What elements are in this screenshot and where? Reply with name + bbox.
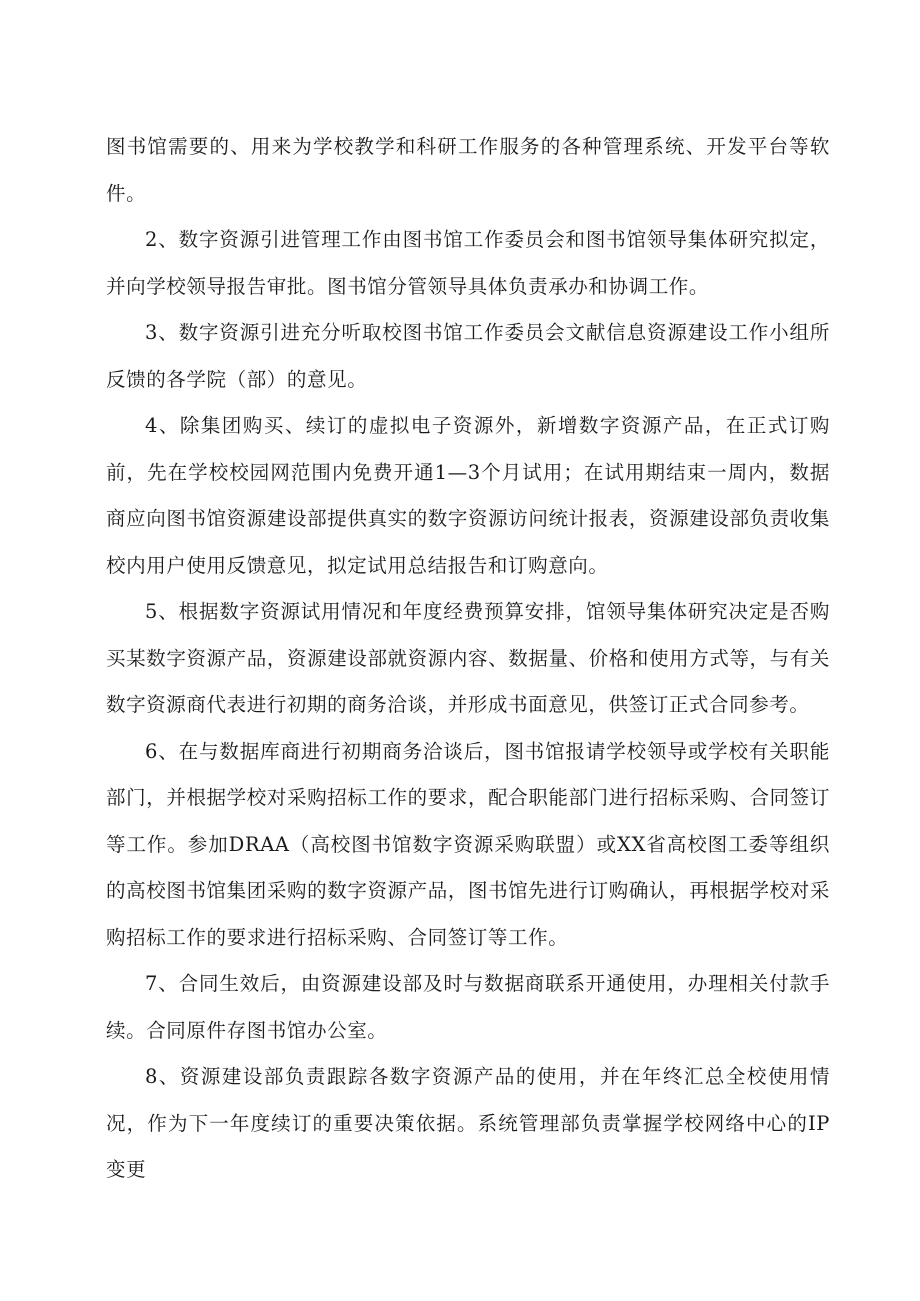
paragraph-item-3: 3、数字资源引进充分听取校图书馆工作委员会文献信息资源建设工作小组所反馈的各学院（部）的意见。 xyxy=(106,321,830,391)
paragraph-continued: 图书馆需要的、用来为学校教学和科研工作服务的各种管理系统、开发平台等软件。 xyxy=(106,135,830,205)
paragraph-item-7: 7、合同生效后，由资源建设部及时与数据商联系开通使用，办理相关付款手续。合同原件存图书馆办公室。 xyxy=(106,972,830,1042)
paragraph-item-5: 5、根据数字资源试用情况和年度经费预算安排，馆领导集体研究决定是否购买某数字资源产品，资源建设部就资源内容、数据量、价格和使用方式等，与有关数字资源商代表进行初期的商务洽谈，并形成书面意见，供签订正式合同参考。 xyxy=(106,600,830,716)
paragraph-item-2: 2、数字资源引进管理工作由图书馆工作委员会和图书馆领导集体研究拟定，并向学校领导报告审批。图书馆分管领导具体负责承办和协调工作。 xyxy=(106,228,830,298)
paragraph-item-4: 4、除集团购买、续订的虚拟电子资源外，新增数字资源产品，在正式订购前，先在学校校园网范围内免费开通1—3个月试用；在试用期结束一周内，数据商应向图书馆资源建设部提供真实的数字资源访问统计报表，资源建设部负责收集校内用户使用反馈意见，拟定试用总结报告和订购意向。 xyxy=(106,414,830,577)
paragraph-item-6: 6、在与数据库商进行初期商务洽谈后，图书馆报请学校领导或学校有关职能部门，并根据学校对采购招标工作的要求，配合职能部门进行招标采购、合同签订等工作。参加DRAA（高校图书馆数字资源采购联盟）或XX省高校图工委等组织的高校图书馆集团采购的数字资源产品，图书馆先进行订购确认，再根据学校对采购招标工作的要求进行招标采购、合同签订等工作。 xyxy=(106,739,830,949)
paragraph-item-8: 8、资源建设部负责跟踪各数字资源产品的使用，并在年终汇总全校使用情况，作为下一年度续订的重要决策依据。系统管理部负责掌握学校网络中心的IP变更 xyxy=(106,1065,830,1181)
